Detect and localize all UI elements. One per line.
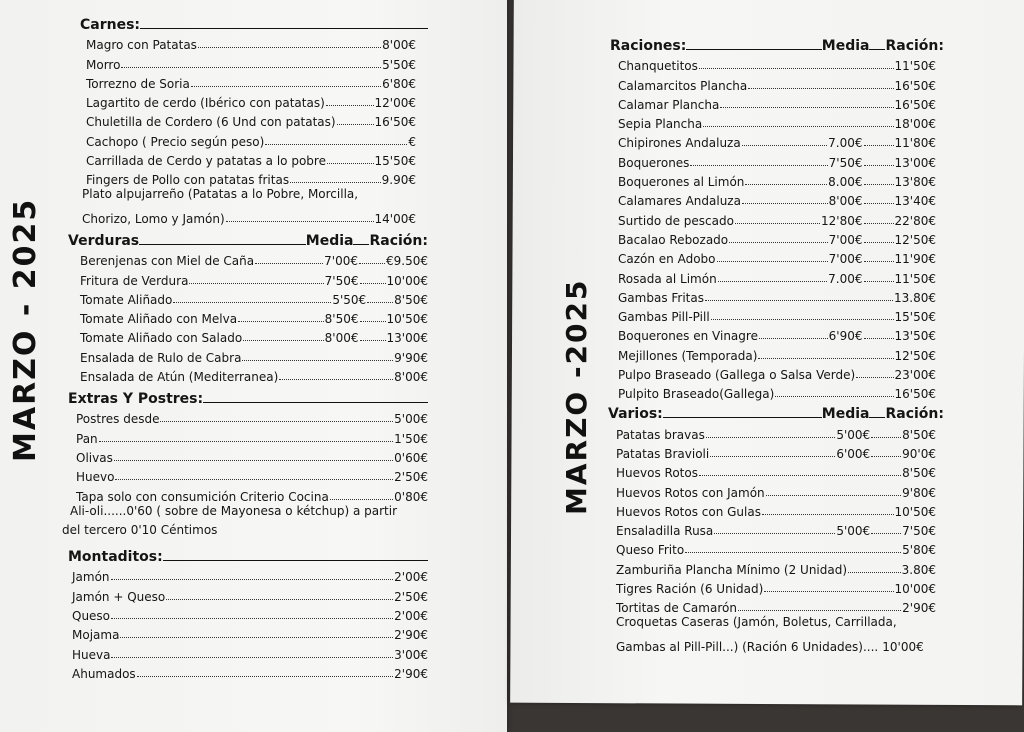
racion-price: 8'50€: [902, 427, 936, 442]
menu-item-row: [80, 326, 428, 345]
racion-price: 18'00€: [894, 117, 936, 132]
menu-item-row: [72, 662, 428, 681]
menu-item-name: Mojama: [72, 628, 120, 643]
menu-item-row: [72, 584, 428, 603]
menu-item-row: [616, 461, 936, 480]
menu-item-price: 12'00€: [374, 96, 416, 111]
menu-item-row: [616, 442, 936, 461]
menu-item-name: Boquerones en Vinagre: [618, 329, 758, 344]
menu-item-price: 2'90€: [394, 628, 428, 643]
menu-item-name: Jamón + Queso: [72, 589, 166, 604]
menu-item-name: Calamarcitos Plancha: [618, 78, 748, 93]
media-price: 7'50€: [324, 273, 359, 288]
media-price: 5'00€: [836, 427, 871, 442]
section-header-montaditos: Montaditos:: [68, 544, 428, 565]
menu-item-row: [618, 305, 936, 324]
menu-item-row: [76, 484, 428, 503]
racion-price: 12'50€: [894, 348, 936, 363]
menu-item-name: Jamón: [72, 570, 110, 585]
menu-item-name: Boquerones: [618, 155, 690, 170]
media-price: 6'90€: [828, 329, 863, 344]
montaditos-list: [68, 565, 428, 681]
menu-item-name: Lagartito de cerdo (Ibérico con patatas): [86, 96, 325, 111]
menu-item-name: Huevo: [76, 470, 115, 485]
menu-item-name: Tapa solo con consumición Criterio Cocina: [76, 489, 329, 504]
menu-item-name: Ahumados: [72, 666, 136, 681]
menu-item-name: Croquetas Caseras (Jamón, Boletus, Carrillada,: [616, 615, 897, 630]
menu-item-price: 2'90€: [394, 666, 428, 681]
menu-item-name: Tigres Ración (6 Unidad): [616, 582, 764, 597]
menu-item-name: Tomate Aliñado: [80, 292, 173, 307]
month-label-left: MARZO - 2025: [8, 197, 43, 462]
menu-item-name: Magro con Patatas: [86, 38, 197, 53]
racion-price: 10'50€: [386, 312, 428, 327]
menu-item-name: Pulpo Braseado (Gallega o Salsa Verde): [618, 368, 856, 383]
menu-item-price: 5'50€: [382, 57, 416, 72]
raciones-list: [608, 54, 944, 401]
racion-price: 7'50€: [902, 524, 936, 539]
menu-item-price: 2'50€: [394, 470, 428, 485]
menu-item-name: Cazón en Adobo: [618, 252, 716, 267]
menu-item-row: [76, 465, 428, 484]
menu-item-price: 2'00€: [394, 609, 428, 624]
menu-item-row: [80, 365, 428, 384]
menu-item-price: €: [408, 134, 416, 149]
menu-item-row: [86, 33, 416, 52]
menu-item-row: [618, 382, 936, 401]
racion-price: 10'50€: [894, 504, 936, 519]
menu-item-name: Fingers de Pollo con patatas fritas: [86, 173, 290, 188]
menu-item-name: Huevos Rotos con Jamón: [616, 485, 765, 500]
menu-item-row: [76, 446, 428, 465]
menu-item-row: [618, 363, 936, 382]
menu-item-row: [618, 170, 936, 189]
racion-price: 13.80€: [894, 290, 936, 305]
racion-price: 10'00€: [386, 273, 428, 288]
menu-item-row: [72, 604, 428, 623]
menu-item-name: Torrezno de Soria: [86, 76, 190, 91]
media-price: 7'00€: [324, 254, 358, 269]
menu-item-row: [80, 268, 428, 287]
menu-item-row: [618, 131, 936, 150]
menu-item-row: [616, 596, 936, 615]
varios-list: [608, 422, 944, 615]
menu-item-row: [80, 288, 428, 307]
menu-item-name: Chuletilla de Cordero (6 Und con patatas): [86, 115, 336, 130]
media-price: 7.00€: [828, 136, 863, 151]
racion-price: 13'00€: [386, 331, 428, 346]
month-label-right: MARZO -2025: [560, 278, 593, 515]
section-header-raciones: Raciones: Media Ración:: [610, 38, 944, 54]
menu-item-row: [618, 189, 936, 208]
media-price: 8.00€: [828, 175, 863, 190]
racion-price: 8'50€: [394, 292, 428, 307]
menu-item-price: 8'00€: [382, 38, 416, 53]
menu-item-row: [86, 72, 416, 91]
media-price: 5'00€: [836, 524, 871, 539]
menu-item-row: [618, 208, 936, 227]
menu-item-name: Boquerones al Limón: [618, 175, 745, 190]
menu-item-name: Hueva: [72, 647, 111, 662]
menu-item-row: [80, 345, 428, 364]
menu-item-row: [80, 307, 428, 326]
menu-item-row: [618, 112, 936, 131]
menu-item-name: Huevos Rotos: [616, 466, 698, 481]
media-price: 6'00€: [836, 446, 871, 461]
menu-item-row: [86, 52, 416, 71]
menu-item-name: Olivas: [76, 450, 113, 465]
menu-item-row: [616, 538, 936, 557]
menu-item-name: Queso Frito: [616, 543, 685, 558]
racion-price: €9.50€: [386, 254, 428, 269]
menu-item-price: 5'00€: [394, 412, 428, 427]
media-price: 8'00€: [324, 331, 359, 346]
menu-item-name: Pulpito Braseado(Gallega): [618, 387, 775, 402]
menu-item-row: Chorizo, Lomo y Jamón) 14'00€: [82, 211, 416, 226]
menu-item-name: Berenjenas con Miel de Caña: [80, 254, 255, 269]
menu-item-name: Ensalada de Atún (Mediterranea): [80, 370, 279, 385]
menu-item-name: Patatas bravas: [616, 427, 705, 442]
menu-item-row: [86, 168, 416, 187]
racion-price: 9'90€: [394, 350, 428, 365]
menu-item-price: 2'00€: [394, 570, 428, 585]
extras-list: [68, 407, 428, 503]
menu-item-row: [618, 73, 936, 92]
racion-price: 3.80€: [901, 562, 936, 577]
menu-item-row: [72, 565, 428, 584]
menu-item-row: [618, 93, 936, 112]
menu-item-name: Pan: [76, 431, 98, 446]
menu-item-row: [616, 480, 936, 499]
menu-item-price: 16'50€: [374, 115, 416, 130]
menu-item-price: 0'60€: [394, 450, 428, 465]
menu-item-row: [86, 149, 416, 168]
media-price: 12'80€: [821, 213, 863, 228]
media-price: 8'00€: [828, 194, 863, 209]
menu-item-name: Chipirones Andaluza: [618, 136, 741, 151]
menu-item-row: [616, 519, 936, 538]
menu-item-name: Calamares Andaluza: [618, 194, 741, 209]
racion-price: 13'50€: [894, 329, 936, 344]
menu-item-price: 9.90€: [381, 173, 416, 188]
menu-item-row: [616, 577, 936, 596]
menu-item-price: 15'50€: [374, 154, 416, 169]
croquetas-item: [608, 615, 944, 654]
menu-item-name: Fritura de Verdura: [80, 273, 189, 288]
menu-item-row: [76, 426, 428, 445]
media-price: 7'00€: [828, 252, 863, 267]
racion-price: 9'80€: [902, 485, 936, 500]
plato-alpujarreno-item: [68, 187, 428, 226]
media-price: 7'00€: [828, 232, 863, 247]
menu-item-name: Surtido de pescado: [618, 213, 734, 228]
menu-item-row: Gambas al Pill-Pill...) (Ración 6 Unidades).... 10'00€: [616, 639, 924, 654]
menu-item-row: [618, 247, 936, 266]
racion-price: 13'40€: [894, 194, 936, 209]
section-header-varios: Varios: Media Ración:: [608, 406, 944, 423]
menu-item-name: Tomate Aliñado con Salado: [80, 331, 243, 346]
menu-item-row: [618, 343, 936, 362]
racion-price: 11'80€: [894, 136, 936, 151]
menu-item-row: [72, 642, 428, 661]
racion-price: 16'50€: [894, 387, 936, 402]
menu-item-row: [616, 422, 936, 441]
racion-price: 13'00€: [894, 155, 936, 170]
alioli-note-line2: del tercero 0'10 Céntimos: [62, 522, 218, 537]
menu-item-name: Huevos Rotos con Gulas: [616, 504, 761, 519]
menu-item-row: [618, 150, 936, 169]
racion-price: 11'90€: [894, 252, 936, 267]
media-price: 7'50€: [828, 155, 863, 170]
menu-item-row: [618, 266, 936, 285]
menu-item-name: Chanquetitos: [618, 59, 698, 74]
menu-item-price: 0'80€: [394, 489, 428, 504]
racion-price: 22'80€: [894, 213, 936, 228]
racion-price: 12'50€: [894, 232, 936, 247]
menu-item-name: Bacalao Rebozado: [618, 232, 729, 247]
menu-item-row: [616, 557, 936, 576]
menu-item-price: 6'80€: [382, 76, 416, 91]
racion-price: 8'50€: [902, 466, 936, 481]
alioli-note-line1: Ali-oli......0'60 ( sobre de Mayonesa o kétchup) a partir: [70, 503, 398, 518]
section-header-verduras: Verduras Media Ración:: [68, 232, 428, 249]
right-menu-column: [608, 33, 944, 654]
menu-item-name: Gambas Pill-Pill: [618, 310, 710, 325]
menu-item-name: Postres desde: [76, 412, 160, 427]
menu-item-name: Gambas Fritas: [618, 290, 704, 305]
menu-item-row: [86, 91, 416, 110]
menu-item-name: Tomate Aliñado con Melva: [80, 312, 238, 327]
menu-item-name: Ensalada de Rulo de Cabra: [80, 350, 242, 365]
media-price: 5'50€: [332, 292, 367, 307]
menu-item-name: Sepia Plancha: [618, 117, 703, 132]
menu-item-name: Mejillones (Temporada): [618, 348, 758, 363]
media-price: 8'50€: [324, 312, 359, 327]
menu-item-name: Zamburiña Plancha Mínimo (2 Unidad): [616, 562, 848, 577]
racion-price: 11'50€: [894, 59, 936, 74]
menu-item-price: 3'00€: [394, 647, 428, 662]
menu-item-row: [76, 407, 428, 426]
menu-item-row: [618, 54, 936, 73]
menu-item-name: Rosada al Limón: [618, 271, 717, 286]
racion-price: 10'00€: [894, 582, 936, 597]
racion-price: 5'80€: [902, 543, 936, 558]
carnes-list: [68, 33, 428, 187]
racion-price: 2'90€: [902, 601, 936, 616]
menu-item-row: [618, 228, 936, 247]
menu-item-row: [616, 500, 936, 519]
verduras-list: [68, 249, 428, 384]
racion-price: 8'00€: [394, 370, 428, 385]
menu-item-name: Ensaladilla Rusa: [616, 524, 714, 539]
left-menu-column: [62, 12, 428, 681]
menu-item-name: Plato alpujarreño (Patatas a lo Pobre, Morcilla,: [82, 187, 359, 202]
racion-price: 90'0€: [902, 446, 936, 461]
menu-item-price: 2'50€: [394, 589, 428, 604]
menu-item-name: Patatas Bravioli: [616, 446, 710, 461]
media-price: 7.00€: [828, 271, 863, 286]
racion-price: 23'00€: [894, 368, 936, 383]
racion-price: 15'50€: [894, 310, 936, 325]
menu-item-row: [86, 110, 416, 129]
racion-price: 13'80€: [894, 175, 936, 190]
menu-item-name: Queso: [72, 609, 111, 624]
section-header-extras: Extras Y Postres:: [68, 386, 428, 407]
racion-price: 11'50€: [894, 271, 936, 286]
racion-price: 16'50€: [894, 78, 936, 93]
menu-item-name: Cachopo ( Precio según peso): [86, 134, 265, 149]
menu-item-row: [72, 623, 428, 642]
menu-item-price: 1'50€: [394, 431, 428, 446]
menu-item-name: Morro: [86, 57, 121, 72]
menu-item-row: [618, 286, 936, 305]
menu-item-name: Calamar Plancha: [618, 97, 720, 112]
menu-item-name: Tortitas de Camarón: [616, 601, 737, 616]
racion-price: 16'50€: [894, 97, 936, 112]
menu-item-row: [80, 249, 428, 268]
menu-item-row: [618, 324, 936, 343]
menu-item-name: Carrillada de Cerdo y patatas a lo pobre: [86, 154, 326, 169]
section-header-carnes: Carnes:: [68, 12, 428, 33]
menu-item-row: [86, 129, 416, 148]
